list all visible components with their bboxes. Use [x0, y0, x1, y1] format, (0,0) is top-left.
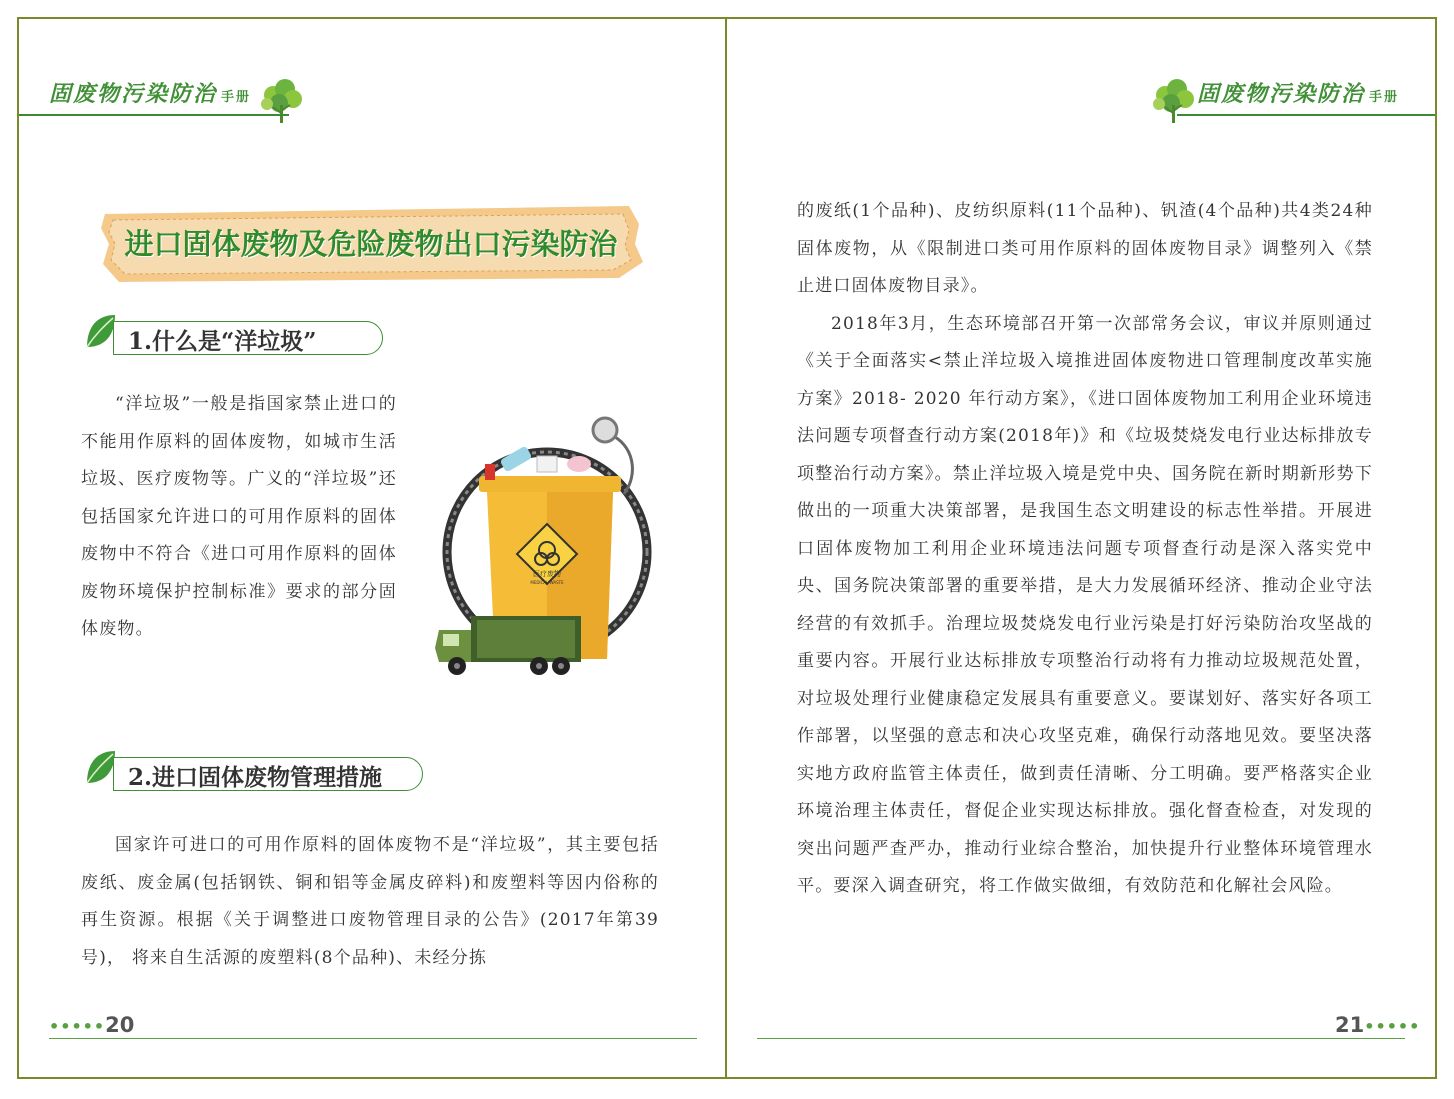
bin-label: 医疗废物	[533, 570, 561, 578]
page-number-right: 21•••••	[1335, 1013, 1421, 1037]
footer-rule	[49, 1038, 697, 1039]
chapter-title: 进口固体废物及危险废物出口污染防治	[124, 227, 618, 261]
header-title: 固废物污染防治 手册	[1197, 82, 1400, 107]
right-page	[727, 19, 1435, 1077]
tree-icon	[1147, 77, 1199, 125]
footer-rule	[757, 1038, 1405, 1039]
section-2-body: 国家许可进口的可用作原料的固体废物不是“洋垃圾”，其主要包括废纸、废金属(包括钢铁、铜和铝等金属皮碎料)和废塑料等因内俗称的再生资源。根据《关于调整进口废物管理目录的公告》(2017年第39号)， 将来自生活源的废塑料(8个品种)、未经分拣	[81, 835, 659, 968]
leaf-icon	[83, 749, 117, 785]
section-2-title: 2.进口固体废物管理措施	[128, 764, 383, 791]
medical-waste-illustration	[419, 404, 659, 689]
header-rule	[19, 114, 289, 116]
leaf-icon	[83, 313, 117, 349]
left-page	[19, 19, 725, 1077]
bin-sublabel: MEDICAL WASTE	[530, 580, 564, 585]
page-number-left: •••••20	[49, 1013, 135, 1037]
header-title: 固废物污染防治 手册	[49, 82, 252, 107]
tree-icon	[255, 77, 307, 125]
section-1-body: “洋垃圾”一般是指国家禁止进口的不能用作原料的固体废物，如城市生活垃圾、医疗废物等。广义的“洋垃圾”还包括国家允许进口的可用作原料的固体废物中不符合《进口可用作原料的固体废物环境保护控制标准》要求的部分固体废物。	[81, 394, 397, 639]
chapter-banner	[99, 204, 644, 284]
right-body: 的废纸(1个品种)、皮纺织原料(11个品种)、钒渣(4个品种)共4类24种固体废物，从《限制进口类可用作原料的固体废物目录》调整列入《禁止进口固体废物目录》。 2018年3月，生态环境部召开第一次部常务会议，审议并原则通过《关于全面落实<禁止洋垃圾入境推进固体废物进口管理制度改革实施方案》2018- 2020 年行动方案》，《进口固体废物加工利用企业环境违法问题专项督查行动方案(2018年)》和《垃圾焚烧发电行业达标排放专项整治行动方案》。禁止洋垃圾入境是党中央、国务院在新时期新形势下做出的一项重大决策部署，是我国生态文明建设的标志性举措。开展进口固体废物加工利用企业环境违法问题专项督查行动是深入落实党中央、国务院决策部署的重要举措，是大力发展循环经济、推动企业守法经营的有效抓手。治理垃圾焚烧发电行业污染是打好污染防治攻坚战的重要内容。开展行业达标排放专项整治行动将有力推动垃圾规范处置，对垃圾处理行业健康稳定发展具有重要意义。要谋划好、落实好各项工作部署，以坚强的意志和决心攻坚克难，确保行动落地见效。要坚决落实地方政府监管主体责任，做到责任清晰、分工明确。要严格落实企业环境治理主体责任，督促企业实现达标排放。强化督查检查，对发现的突出问题严查严办，推动行业综合整治，加快提升行业整体环境管理水平。要深入调查研究，将工作做实做细，有效防范和化解社会风险。	[797, 201, 1373, 896]
header-rule	[1177, 114, 1435, 116]
section-1-title: 1.什么是“洋垃圾”	[128, 328, 317, 355]
